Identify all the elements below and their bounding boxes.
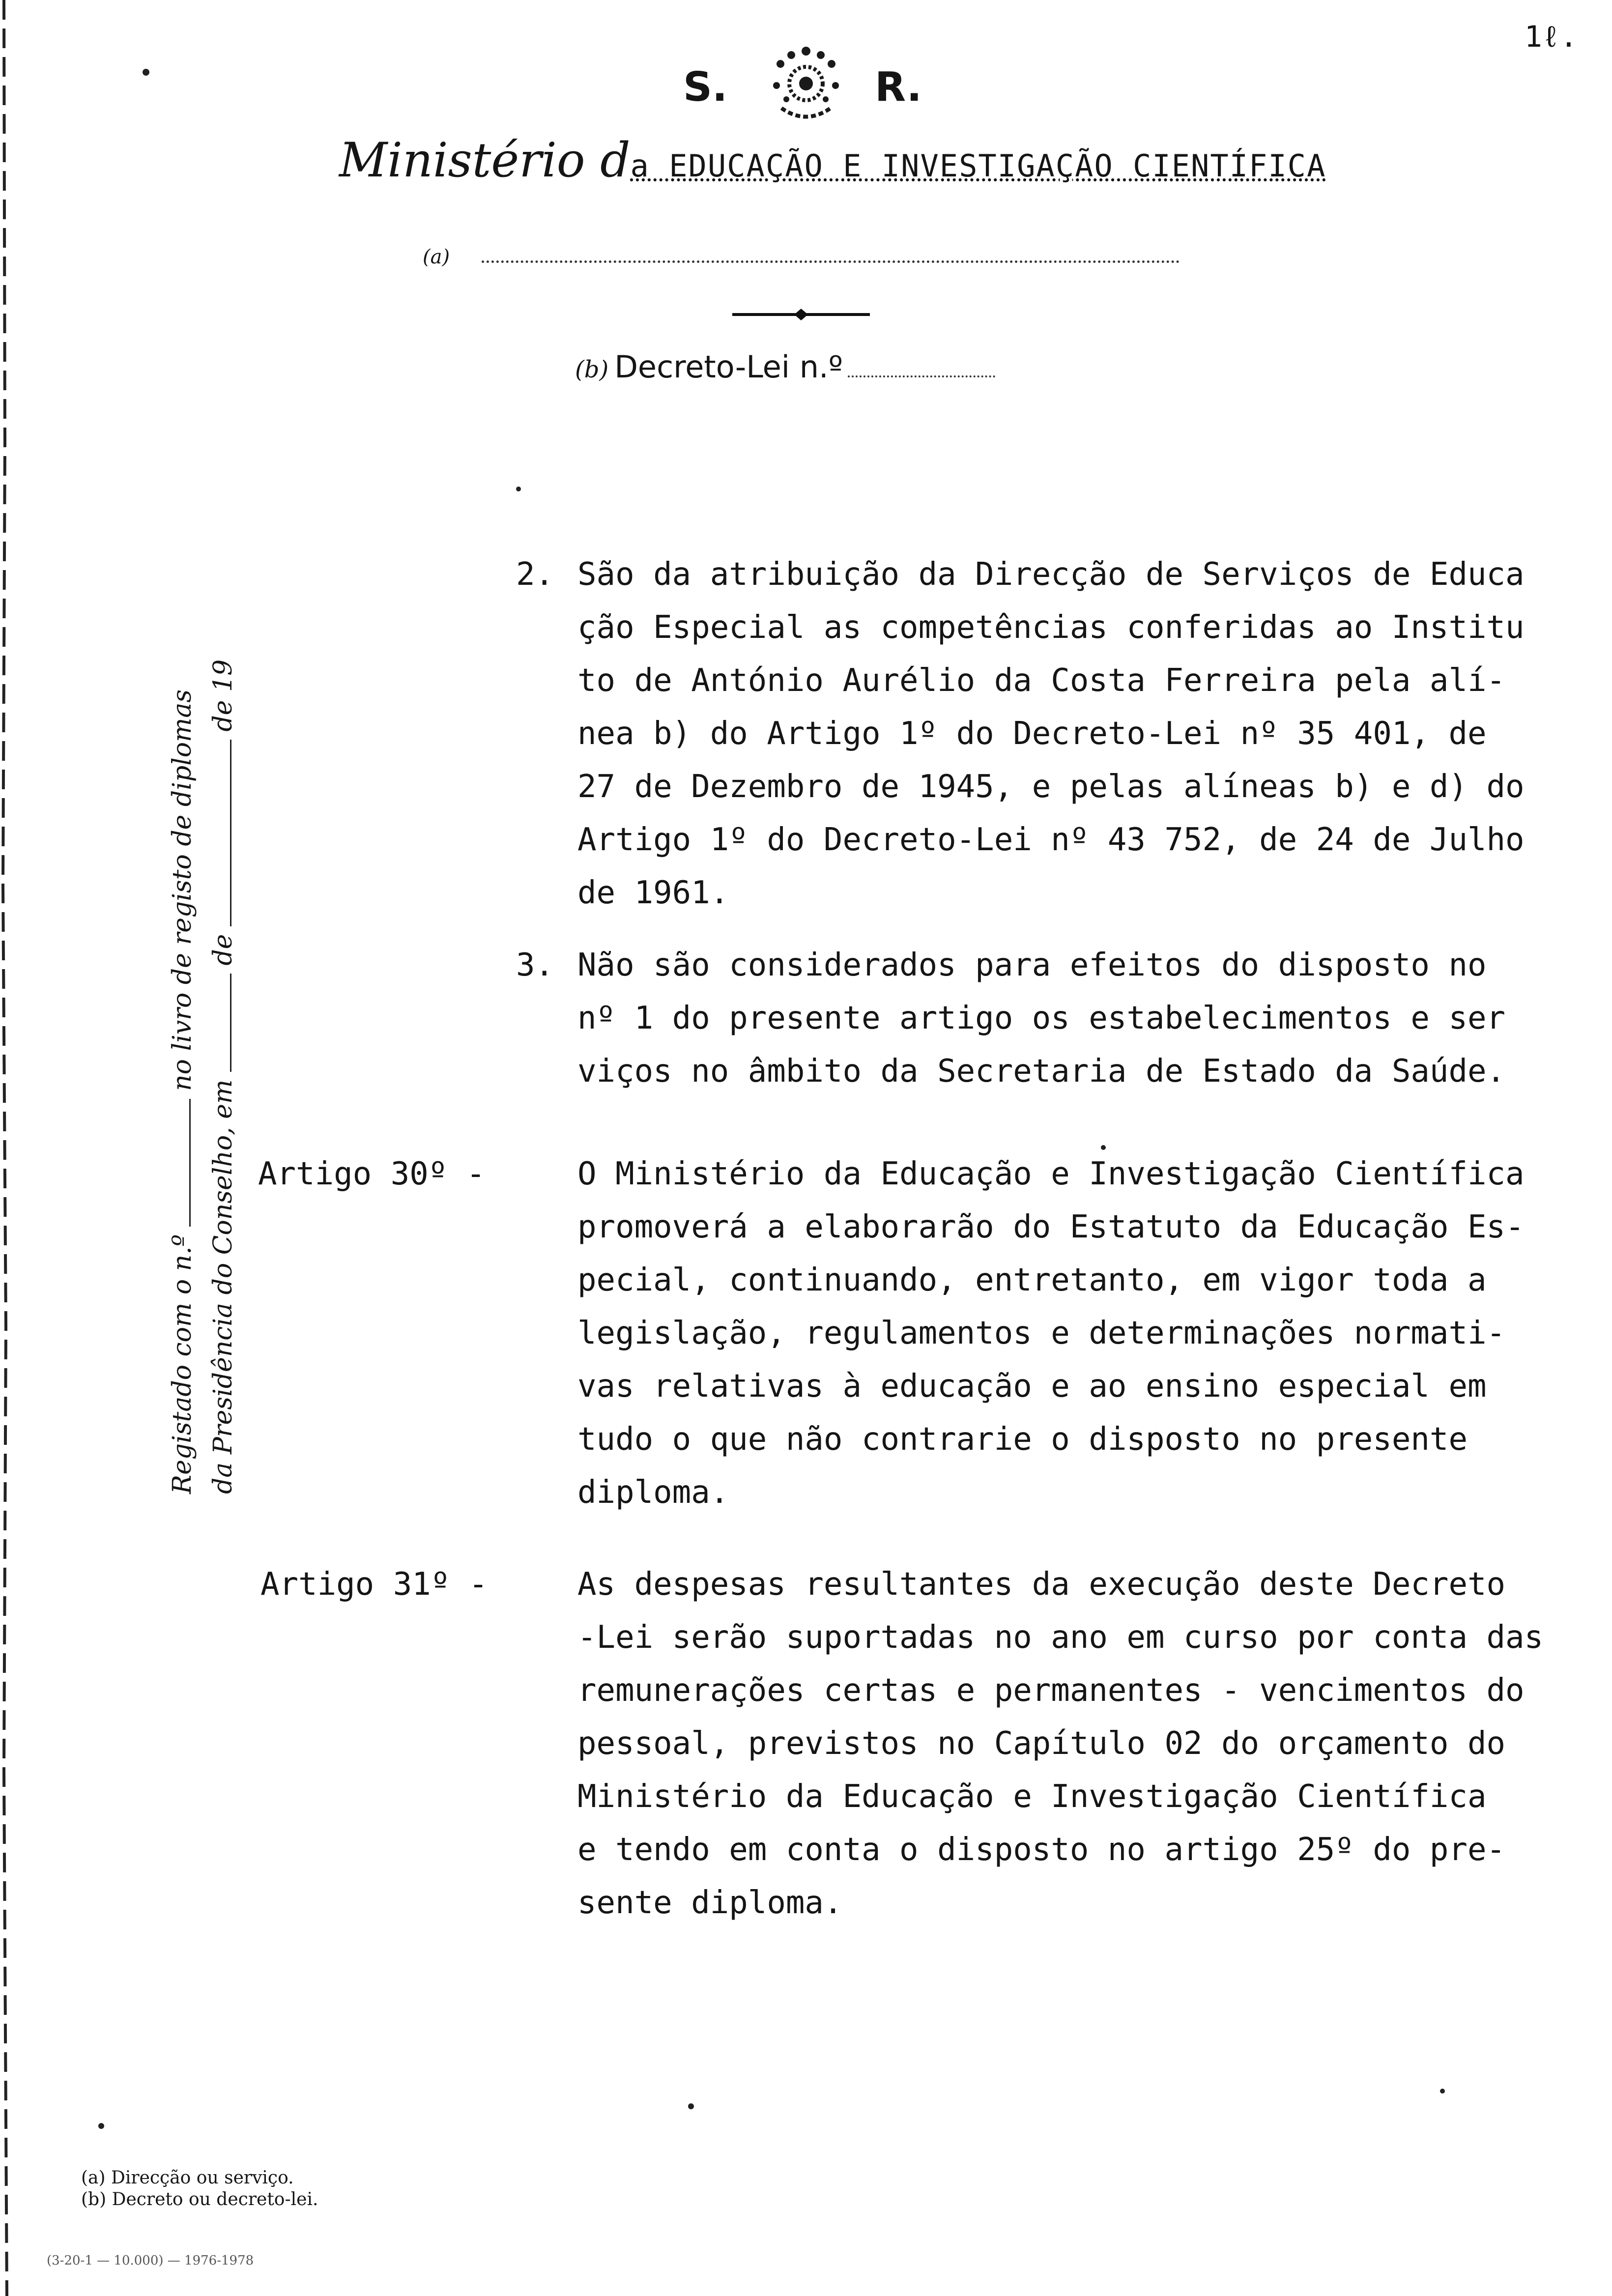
article-31-text <box>577 1558 1543 1929</box>
item-number-2: 2. <box>516 556 554 593</box>
printer-imprint: (3-20-1 — 10.000) — 1976-1978 <box>47 2253 254 2268</box>
text-line: to de António Aurélio da Costa Ferreira pela alí- <box>577 662 1506 699</box>
text-line: tudo o que não contrarie o disposto no presente <box>577 1421 1468 1458</box>
footnote-b: (b) Decreto ou decreto-lei. <box>81 2189 318 2210</box>
field-a-dotted-line <box>482 260 1180 263</box>
ministry-name: a EDUCAÇÃO E INVESTIGAÇÃO CIENTÍFICA <box>630 148 1326 184</box>
header-seal <box>683 44 939 128</box>
coat-of-arms-emblem <box>757 44 855 128</box>
registry-blank-2 <box>226 974 231 1072</box>
field-a-label: (a) <box>423 246 450 268</box>
decreto-lei-field <box>575 349 995 385</box>
registry-text-1a: Registado com o n.º <box>168 1234 197 1494</box>
text-line: de 1961. <box>577 875 729 911</box>
registry-blank-1 <box>185 1099 191 1227</box>
text-line: diploma. <box>577 1474 729 1511</box>
article-30-text <box>577 1148 1525 1519</box>
text-line: Ministério da Educação e Investigação Científica <box>577 1779 1487 1815</box>
text-line: legislação, regulamentos e determinações normati- <box>577 1315 1506 1351</box>
text-line: O Ministério da Educação e Investigação Científica <box>577 1156 1525 1192</box>
decreto-label: Decreto-Lei n.º <box>614 349 843 385</box>
footnotes <box>81 2167 318 2210</box>
scan-speck <box>688 2103 694 2109</box>
registry-text-2b: de <box>208 934 238 966</box>
text-line: vas relativas à educação e ao ensino especial em <box>577 1368 1487 1405</box>
registry-blank-3 <box>226 740 231 926</box>
footnote-a: (a) Direcção ou serviço. <box>81 2168 294 2188</box>
decreto-number-dotted-line <box>848 375 995 377</box>
scan-speck <box>1101 1145 1106 1150</box>
text-line: nº 1 do presente artigo os estabelecimentos e ser <box>577 1000 1506 1036</box>
text-line: promoverá a elaborarão do Estatuto da Educação Es- <box>577 1209 1525 1245</box>
item-number-3: 3. <box>516 947 554 983</box>
scan-speck <box>143 69 149 76</box>
registry-margin-note <box>162 491 244 1494</box>
text-line: -Lei serão suportadas no ano em curso por conta das <box>577 1619 1544 1656</box>
page-number: 1ℓ. <box>1524 20 1578 54</box>
registry-text-1b: no livro de registo de diplomas <box>168 689 197 1091</box>
item-2-text <box>577 548 1525 919</box>
text-line: remunerações certas e permanentes - vencimentos do <box>577 1672 1525 1709</box>
ministry-heading <box>339 133 1450 188</box>
item-3-text <box>577 939 1505 1098</box>
registry-line-1 <box>162 491 203 1494</box>
article-31-label: Artigo 31º - <box>260 1566 488 1603</box>
registry-text-2c: de 19 <box>208 659 238 732</box>
ornamental-divider <box>732 305 870 324</box>
scan-speck <box>1440 2089 1445 2094</box>
text-line: pecial, continuando, entretanto, em vigor toda a <box>577 1262 1487 1298</box>
text-line: nea b) do Artigo 1º do Decreto-Lei nº 35 401, de <box>577 716 1487 752</box>
article-30-label: Artigo 30º - <box>258 1156 486 1192</box>
ministry-prefix: Ministério d <box>339 133 631 188</box>
text-line: e tendo em conta o disposto no artigo 25º do pre- <box>577 1832 1506 1868</box>
registry-line-2 <box>203 491 244 1494</box>
seal-letter-r: R. <box>875 64 922 111</box>
text-line: 27 de Dezembro de 1945, e pelas alíneas b) e d) do <box>577 769 1525 805</box>
decreto-prefix: (b) <box>575 356 609 383</box>
text-line: viços no âmbito da Secretaria de Estado da Saúde. <box>577 1053 1506 1090</box>
scan-left-edge <box>0 0 15 2296</box>
text-line: sente diploma. <box>577 1885 843 1921</box>
text-line: Não são considerados para efeitos do disposto no <box>577 947 1487 983</box>
scan-speck <box>98 2123 104 2129</box>
text-line: Artigo 1º do Decreto-Lei nº 43 752, de 24 de Julho <box>577 822 1525 858</box>
text-line: ção Especial as competências conferidas ao Institu <box>577 609 1525 646</box>
scan-speck <box>516 487 521 491</box>
text-line: pessoal, previstos no Capítulo 02 do orçamento do <box>577 1725 1506 1762</box>
registry-text-2a: da Presidência do Conselho, em <box>208 1079 238 1494</box>
text-line: São da atribuição da Direcção de Serviços de Educa <box>577 556 1525 593</box>
seal-letter-s: S. <box>683 64 728 111</box>
text-line: As despesas resultantes da execução deste Decreto <box>577 1566 1506 1603</box>
